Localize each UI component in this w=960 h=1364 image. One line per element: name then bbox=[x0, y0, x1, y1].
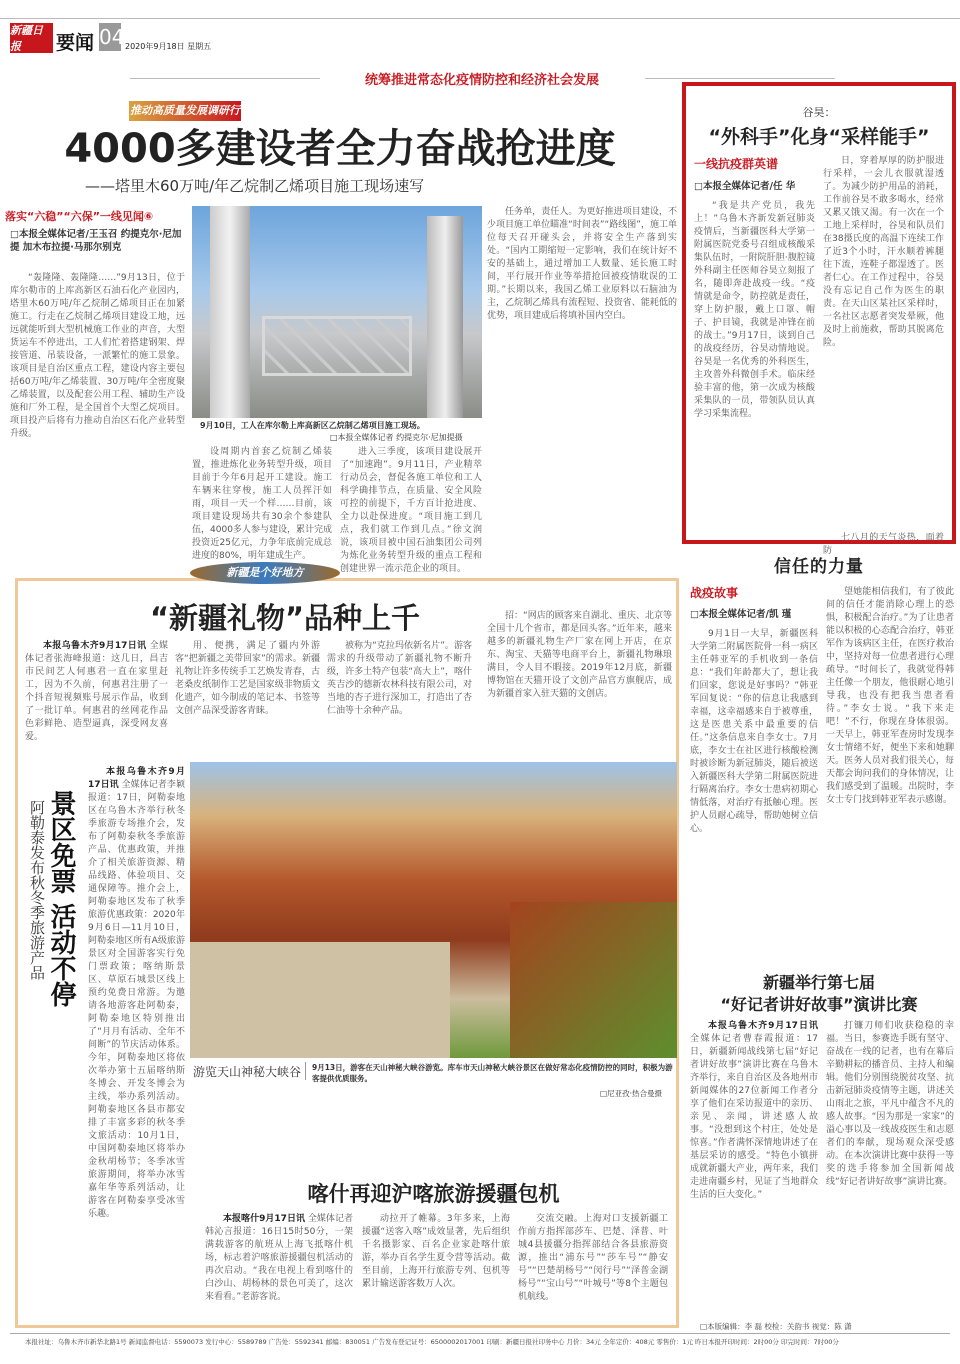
article-column: 进入三季度，该项目建设展开了“加速跑”。9月11日，产业精萃行动员会，督促各施工单位和工人科学确排节点，在质量、安全风险可控的前提下，千方百计抢进度、全力以赴保进度。“项目施工到几点，我们就工作到几点。”徐文润说，该项目被中国石油集团公司列为炼化业务转型升级的重点工程和创建世界一流示范企业的项目。 bbox=[340, 447, 482, 574]
banner-title: 统筹推进常态化疫情防控和经济社会发展 bbox=[364, 73, 599, 88]
article-column: 任务单，责任人。为更好推进项目建设，不少项目施工单位瞄准“时间表”“路线图”，施工单位每天召开碰头会，并将安全生产落到实处。“国内工期缩短一定影响，我们在统计好不安的基础上，通过增加工人数量、延长施工时间，平行展开作业等举措抢回被疫情耽误的工期。”长期以来，我国乙烯工业原料以石脑油为主，乙烷制乙烯具有流程短、投资省、能耗低的优势，项目建成后将填补国内空白。 bbox=[487, 207, 677, 321]
canyon-photo bbox=[190, 762, 677, 1058]
article-column: 用、便携，满足了疆内外游客“把新疆之美带回家”的需求。新疆礼物让许多传统手工艺焕发青春，古老桑皮纸制作工艺是国家级非物质文化遗产，如今制成的笔记本、书签等文创产品深受游客青睐。 bbox=[175, 641, 320, 716]
column-tag: 战疫故事 bbox=[690, 586, 739, 600]
reporter-headline-line2: “好记者讲好故事”演讲比赛 bbox=[720, 995, 918, 1014]
article-column: 本报乌鲁木齐9月17日讯 全媒体记者李颖报道：17日，阿勒泰地区在乌鲁木齐举行秋冬季旅游专场推介会，发布了阿勒泰秋冬季旅游产品、优惠政策，并推介了相关旅游资源、精品线路、体验项目、交通保障等。推介会上，阿勒泰地区发布了秋季旅游优惠政策：2020年9月6日—11月10日，阿勒泰地区所有A级旅游景区对全国游客实行免门票政策；喀纳斯景区、草原石城景区线上预约免费日常游。为邀请各地游客赴阿勒泰，阿勒泰地区特别推出了“月月有活动、全年不间断”的节庆活动体系。今年，阿勒泰地区将依次举办第十五届喀纳斯冬博会、开发冬博会为主线，举办系列活动。阿勒泰地区各县市都安排了丰富多彩的秋冬季文旅活动：10月1日，中国阿勒泰地区将举办金秋胡杨节；冬季冰雪旅游期间，将举办冰雪嘉年华等系列活动，让游客在阿勒泰享受冰雪乐趣。 bbox=[88, 767, 185, 1219]
caption-divider bbox=[305, 1062, 306, 1080]
column-tag: 落实“六稳”“六保”一线见闻⑥ bbox=[5, 210, 154, 223]
section-name: 要闻 bbox=[56, 32, 95, 54]
article-column: 日，穿着厚厚的防护服进行采样，一会儿衣服就湿透了。为减少防护用品的消耗，工作前谷昊不敢多喝水，经常又累又饿又渴。有一次在一个工地上采样时，谷昊和队员们在38摄氏度的高温下连续工作了近3个小时，汗水顺着裤腿往下流，连鞋子都湿透了。医者仁心。在工作过程中，谷昊没有忘记自己作为医生的职责。在天山区某社区采样时，一名社区志愿者突发晕厥，他及时上前施救，帮助其脱离危险。 bbox=[823, 156, 944, 348]
article-column: 9月1日一大早，新疆医科大学第二附属医院骨一科一病区主任韩亚军的手机收到一条信息：“我们年龄都大了，想让我们回家，您说是好事吗？”韩亚军回复说：“你的信息让我感到幸福，这幸福感来自于被尊重，这是医患关系中最重要的信任。”这条信息来自李女士。7月底，李女士在社区进行核酸检测时被诊断为新冠肺炎，随后被送入新疆医科大学第二附属医院进行隔离治疗。李女士患病初期心情低落，对治疗有抵触心理。医护人员耐心疏导，帮助她树立信心。 bbox=[690, 629, 818, 834]
article-column: 招：“网店的顾客来自湖北、重庆、北京等全国十几个省市，都是回头客。”近年来，越来越多的新疆礼物生产厂家在网上开店，在京东、淘宝、天猫等电商平台上，新疆礼物琳琅满目，令人目不暇接。2019年12月底，新疆博物馆在天猫开设了文创产品官方旗舰店，成为新疆首家入驻天猫的文创店。 bbox=[487, 611, 672, 699]
feature-box bbox=[682, 82, 956, 556]
altay-headline: 景区免票 活动不停 bbox=[46, 790, 76, 1008]
article-column: 交流交融。上海对口支援新疆工作前方指挥部莎车、巴楚、泽普、叶城4县援疆分指挥部结合各县旅游资源，推出“浦东号”“莎车号”“静安号”“巴楚胡杨号”“闵行号”“泽普金湖杨号”“宝山号”“叶城号”等8个主题包机航线。 bbox=[518, 1214, 668, 1302]
main-subtitle: ——塔里木60万吨/年乙烷制乙烯项目施工现场速写 bbox=[85, 177, 425, 195]
article-column: 设周期内首套乙烷制乙烯装置，推进炼化业务转型升级，项目目前于今年6月起开工建设。施工车辆来往穿梭，施工人员挥汗如雨，项目一天一个样……目前，该项目建设现场共有30余个参建队伍，4000多人参与建设，累计完成投资近25亿元，力争年底前完成总进度的80%，明年建成生产。 bbox=[192, 447, 332, 561]
article-column: 动拉开了帷幕。3年多来，上海援疆“送客入喀”成效显著，先后组织千名摄影家、百名企业家赴喀什旅游，举办百名学生夏令营等活动。截至目前，上海开行旅游专列、包机等累计输送游客数万人次。 bbox=[362, 1214, 510, 1289]
article-column: “我是共产党员，我先上！”乌鲁木齐新发新冠肺炎疫情后，当新疆医科大学第一附属医院党委号召组成核酸采集队伍时，一附院肝胆·腹腔镜外科副主任医师谷昊立刻报了名，随即奔赴战疫一线。“疫情就是命令，防控就是责任，穿上防护服，戴上口罩、帽子、护目镜，我就是冲锋在前的战士。”9月17日，谈到自己的战疫经历，谷昊动情地说。谷昊是一名优秀的外科医生，主攻普外科微创手术。临床经验丰富的他，第一次成为核酸采集队的一员，带领队员认真学习采集流程。 bbox=[694, 201, 815, 419]
photo-caption: 9月13日，游客在天山神秘大峡谷游览。库车市天山神秘大峡谷景区在做好常态化疫情防控的同时，积极为游客提供优质服务。 bbox=[312, 1063, 673, 1083]
banner-rule-left bbox=[130, 78, 320, 79]
article-column: “轰隆隆、轰隆隆……”9月13日，位于库尔勒市的上库高新区石油石化产业园内，塔里木60万吨/年乙烷制乙烯项目正在加紧施工。行走在乙烷制乙烯项目建设工地，远远就能听到大型机械施工作业的声音，大型货运车不停进出，工人们忙着搭建钢架、焊接管道、吊装设备，一派繁忙的施工景象。该项目是自治区重点工程，建设内容主要包括60万吨/年乙烯装置、30万吨/年全密度聚乙烯装置，以及配套公用工程、辅助生产设施和厂外工程，是全国首个大型乙烷项目。项目投产后将有力推动自治区石化产业转型升级。 bbox=[10, 273, 185, 439]
construction-photo bbox=[192, 206, 482, 418]
editors-credit: □本版编辑：李 磊 校检：关韵书 视觉：陈 潇 bbox=[700, 1322, 852, 1331]
footer-rule bbox=[10, 1333, 950, 1334]
article-column: 望她能相信我们，有了彼此间的信任才能消除心理上的恐惧，积极配合治疗。”为了让患者能以积极的心态配合治疗，韩亚军作为该病区主任，在医疗救治中，坚持对每一位患者进行心理疏导。“时间长了，我就觉得韩主任像一个朋友，他很耐心地引导我，也没有把我当患者看待。”李女士说。“我下来走吧！”不行，你现在身体很弱。一天早上，韩亚军查房时发现李女士情绪不好，便坐下来和她聊天。医务人员对我们很关心，每天都会询问我们的身体情况，让我们感受到了温暖。出院时，李女士专门找到韩亚军表示感谢。 bbox=[826, 587, 954, 805]
pre-title: 谷昊： bbox=[802, 106, 836, 119]
issue-date: 2020年9月18日 星期五 bbox=[125, 42, 212, 51]
column-tag: 一线抗疫群英谱 bbox=[694, 157, 779, 171]
feature-band-label: 新疆是个好地方 bbox=[190, 562, 340, 584]
photo-title: 游览天山神秘大峡谷 bbox=[193, 1065, 302, 1079]
article-column: 被称为“克拉玛依新名片”。游客需求的升级带动了新疆礼物不断升级，许多土特产包装“高大上”，喀什英吉沙的德新农林科技有限公司，对当地的杏子进行深加工，打造出了杏仁油等十余种产品。 bbox=[327, 641, 472, 716]
photo-credit: □本报全媒体记者 约提克尔·尼加提摄 bbox=[330, 433, 463, 442]
gift-headline: “新疆礼物”品种上千 bbox=[149, 601, 421, 635]
altay-subtitle: 阿勒泰发布秋冬季旅游产品 bbox=[28, 800, 46, 980]
reporter-headline-line1: 新疆举行第七届 bbox=[762, 973, 875, 992]
article-end: 七八月的天气炎热，面着防 bbox=[823, 533, 944, 556]
newspaper-logo: 新疆日报 bbox=[10, 23, 53, 53]
byline: □本报全媒体记者/王玉召 约提克尔·尼加提 加木布拉提·马那尔别克 bbox=[10, 229, 182, 253]
byline: □本报全媒体记者/任 华 bbox=[694, 181, 796, 192]
main-headline: 4000多建设者全力奋战抢进度 bbox=[64, 126, 616, 172]
box-headline: “外科手”化身“采样能手” bbox=[708, 126, 930, 148]
article-column: 本报喀什9月17日讯 全媒体记者韩沁言报道：16日15时50分，一架满载游客的航班从上海飞抵喀什机场，标志着沪喀旅游援疆包机活动的再次启动。“我在电视上看到喀什的白沙山、胡杨林的景色可美了，这次来看看。”老游客说。 bbox=[205, 1214, 353, 1302]
article-column: 打镰刀师们收获稳稳的幸福。当日，参赛选手既有坚守、奋战在一线的记者，也有在幕后辛勤耕耘的播音员、主持人和编辑。他们分别围绕脱贫攻坚、抗击新冠肺炎疫情等主题，讲述关山雨北之旅，平凡中蕴含不凡的感人故事。“因为那是一家家”的溢心事以及一线战疫医生和志愿者们的奉献，现场观众深受感动。在本次演讲比赛中获得一等奖的选手将参加全国新闻战线“好记者讲好故事”演讲比赛。 bbox=[826, 1021, 954, 1187]
footer-info: 本报社址：乌鲁木齐市新华北路1号 新闻监督电话：5590073 发行中心：5589789 广告处：5592341 邮编：830051 广告发布登记证号：6500002017001 印刷：新疆日报社印务中心 月价：34元 全年定价：408元 零售价：1元 昨日本报开印时间：2时00分 印完时间：7时00分 bbox=[25, 1338, 839, 1346]
banner-rule-right bbox=[645, 78, 835, 79]
kashgar-headline: 喀什再迎沪喀旅游援疆包机 bbox=[307, 1182, 560, 1206]
photo-caption: 9月10日，工人在库尔勒上库高新区乙烷制乙烯项目施工现场。 bbox=[200, 421, 425, 430]
photo-credit: □尼亚孜·热合曼摄 bbox=[600, 1089, 662, 1098]
top-rule bbox=[0, 18, 960, 19]
article-column: 本报乌鲁木齐9月17日讯 全媒体记者张海峰报道：这几日，昌吉市民间艺人何惠君一直在家里赶工，因为不久前，何惠君注册了一个抖音短视频账号展示作品，收到了一批订单。何惠君的丝网花作品色彩鲜艳、造型逼真，深受网友喜爱。 bbox=[25, 641, 168, 742]
byline: □本报全媒体记者/凯 瑾 bbox=[690, 609, 792, 620]
story-kicker: 推动高质量发展调研行 bbox=[129, 101, 241, 121]
trust-headline: 信任的力量 bbox=[774, 557, 864, 577]
article-column: 本报乌鲁木齐9月17日讯 全媒体记者曹春霞报道：17日，新疆新闻战线第七届“好记者讲好故事”演讲比赛在乌鲁木齐举行，来自自治区及各地州市新闻媒体的27位新闻工作者分享了他们在采访报道中的亲历、亲见、亲闻，讲述感人故事。“没想到这个村庄，处处是惊喜。”作者满怀深情地讲述了在基层采访的感受。“特色小镇拼成就新疆大产业，两年来，我们走进南疆乡村，见证了当地群众生活的巨大变化。” bbox=[690, 1021, 818, 1200]
page-number: 04 bbox=[99, 25, 125, 49]
